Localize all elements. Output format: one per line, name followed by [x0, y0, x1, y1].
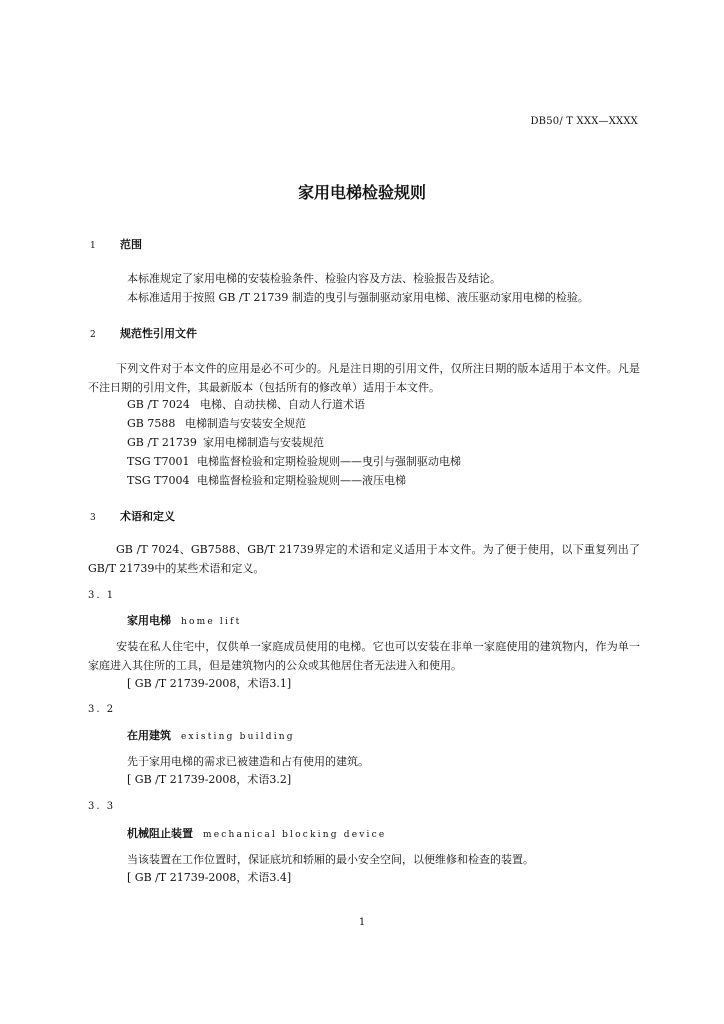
- paragraph-text: GB /T 7024、GB7588、GB/T 21739界定的术语和定义适用于本文件。为了便于使用，以下重复列出了GB/T 21739中的某些术语和定义。: [88, 543, 640, 575]
- reference-code: GB /T 21739: [127, 436, 197, 449]
- section-title: 术语和定义: [120, 510, 175, 523]
- reference-code: GB 7588: [127, 417, 176, 430]
- term-english: existing building: [181, 732, 295, 742]
- section-number: 1: [90, 241, 96, 251]
- page-number: 1: [358, 917, 366, 928]
- reference-name: 电梯、自动扶梯、自动人行道术语: [200, 398, 365, 411]
- term-number: 3. 1: [88, 590, 116, 601]
- section-heading: [90, 325, 197, 341]
- term-number: 3. 3: [88, 801, 116, 812]
- reference-item: [127, 472, 406, 490]
- term-definition: 当该装置在工作位置时，保证底坑和轿厢的最小安全空间，以便维修和检查的装置。: [127, 853, 534, 866]
- reference-item: [127, 415, 306, 433]
- definition-text: 安装在私人住宅中，仅供单一家庭成员使用的电梯。它也可以安装在非单一家庭使用的建筑物内，作为单一家庭进入其住所的工具，但是建筑物内的公众或其他居住者无法进入和使用。: [88, 640, 640, 672]
- term-chinese: 在用建筑: [127, 729, 171, 742]
- section-number: 2: [90, 330, 96, 340]
- term-english: mechanical blocking device: [203, 830, 387, 840]
- term-source: [ GB /T 21739-2008，术语3.4]: [127, 871, 292, 884]
- term-heading: [127, 612, 241, 628]
- reference-name: 电梯监督检验和定期检验规则——曳引与强制驱动电梯: [197, 455, 461, 468]
- section-title: 规范性引用文件: [120, 327, 197, 340]
- reference-code: TSG T7004: [127, 474, 190, 487]
- paragraph: [88, 359, 640, 397]
- term-heading: [127, 727, 295, 743]
- term-source: [ GB /T 21739-2008，术语3.1]: [127, 677, 292, 690]
- term-source: [ GB /T 21739-2008，术语3.2]: [127, 773, 292, 786]
- section-heading: [90, 508, 175, 524]
- section-heading: [90, 236, 142, 252]
- term-english: home lift: [181, 617, 242, 627]
- reference-name: 电梯制造与安装安全规范: [185, 417, 306, 430]
- reference-code: GB /T 7024: [127, 398, 190, 411]
- paragraph: 本标准规定了家用电梯的安装检验条件、检验内容及方法、检验报告及结论。: [127, 272, 501, 285]
- paragraph: [88, 540, 640, 578]
- term-chinese: 家用电梯: [127, 614, 171, 627]
- reference-name: 家用电梯制造与安装规范: [203, 436, 324, 449]
- reference-name: 电梯监督检验和定期检验规则——液压电梯: [197, 474, 406, 487]
- reference-item: [127, 434, 324, 452]
- term-chinese: 机械阻止装置: [127, 827, 193, 840]
- page-title: 家用电梯检验规则: [297, 183, 426, 202]
- term-definition: 先于家用电梯的需求已被建造和占有使用的建筑。: [127, 755, 369, 768]
- paragraph: 本标准适用于按照 GB /T 21739 制造的曳引与强制驱动家用电梯、液压驱动家用电梯的检验。: [127, 291, 589, 304]
- paragraph-text: 下列文件对于本文件的应用是必不可少的。凡是注日期的引用文件，仅所注日期的版本适用于本文件。凡是不注日期的引用文件，其最新版本（包括所有的修改单）适用于本文件。: [88, 362, 640, 394]
- reference-item: [127, 396, 365, 414]
- term-number: 3. 2: [88, 704, 116, 715]
- reference-code: TSG T7001: [127, 455, 190, 468]
- term-heading: [127, 825, 386, 841]
- document-code: DB50/ T XXX—XXXX: [530, 116, 638, 127]
- section-number: 3: [90, 513, 96, 523]
- reference-item: [127, 453, 461, 471]
- section-title: 范围: [120, 238, 142, 251]
- term-definition: [88, 637, 640, 675]
